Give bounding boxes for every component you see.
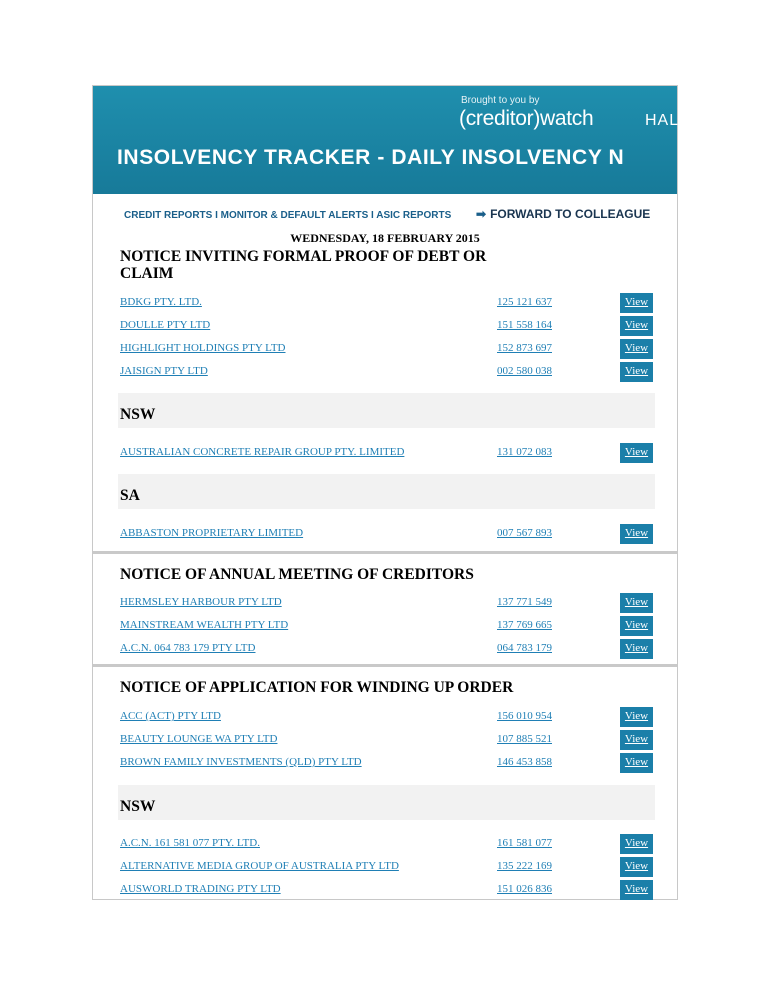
company-name-link[interactable]: BROWN FAMILY INVESTMENTS (QLD) PTY LTD (120, 756, 362, 768)
company-name-link[interactable]: A.C.N. 161 581 077 PTY. LTD. (120, 837, 260, 849)
section-heading: NOTICE OF ANNUAL MEETING OF CREDITORS (120, 566, 474, 583)
creditorwatch-logo[interactable]: (creditor)watch (459, 107, 594, 130)
acn-link[interactable]: 002 580 038 (497, 365, 552, 377)
acn-link[interactable]: 137 771 549 (497, 596, 552, 608)
acn-link[interactable]: 152 873 697 (497, 342, 552, 354)
view-button[interactable]: View (620, 707, 653, 727)
partner-logo: HALLCH (645, 112, 715, 129)
acn-link[interactable]: 151 026 836 (497, 883, 552, 895)
email-frame (92, 85, 715, 900)
notice-list (93, 86, 677, 899)
brought-by-text: Brought to you by (461, 95, 540, 106)
company-name-link[interactable]: ALTERNATIVE MEDIA GROUP OF AUSTRALIA PTY LTD (120, 860, 399, 872)
acn-link[interactable]: 156 010 954 (497, 710, 552, 722)
company-name-link[interactable]: ABBASTON PROPRIETARY LIMITED (120, 527, 304, 539)
acn-link[interactable]: 064 783 179 (497, 642, 552, 654)
view-button[interactable]: View (620, 639, 653, 659)
section-heading: SA (120, 487, 140, 504)
company-name-link[interactable]: BDKG PTY. LTD. (120, 296, 202, 308)
nav-links[interactable]: CREDIT REPORTS I MONITOR & DEFAULT ALERTS I ASIC REPORTS (124, 210, 452, 221)
view-button[interactable]: View (620, 880, 653, 900)
view-button[interactable]: View (620, 443, 653, 463)
section-heading-box (118, 785, 655, 820)
view-button[interactable]: View (620, 616, 653, 636)
view-button[interactable]: View (620, 293, 653, 313)
view-button[interactable]: View (620, 593, 653, 613)
acn-link[interactable]: 146 453 858 (497, 756, 552, 768)
acn-link[interactable]: 137 769 665 (497, 619, 552, 631)
issue-date: WEDNESDAY, 18 FEBRUARY 2015 (290, 231, 480, 245)
view-button[interactable]: View (620, 316, 653, 336)
section-heading-box (118, 474, 655, 509)
section-heading: NOTICE OF APPLICATION FOR WINDING UP ORDER (120, 679, 514, 696)
acn-link[interactable]: 107 885 521 (497, 733, 552, 745)
view-button[interactable]: View (620, 362, 653, 382)
company-name-link[interactable]: A.C.N. 064 783 179 PTY LTD (120, 642, 256, 654)
company-name-link[interactable]: HIGHLIGHT HOLDINGS PTY LTD (120, 342, 286, 354)
forward-label: FORWARD TO COLLEAGUE (490, 207, 651, 221)
acn-link[interactable]: 135 222 169 (497, 860, 552, 872)
acn-link[interactable]: 131 072 083 (497, 446, 552, 458)
view-button[interactable]: View (620, 339, 653, 359)
view-button[interactable]: View (620, 857, 653, 877)
section-heading: NSW (120, 406, 156, 423)
view-button[interactable]: View (620, 753, 653, 773)
acn-link[interactable]: 125 121 637 (497, 296, 552, 308)
section-heading: NOTICE INVITING FORMAL PROOF OF DEBT OR CLAIM (120, 248, 487, 282)
arrow-right-icon: ➡ (476, 207, 487, 221)
newsletter-title: INSOLVENCY TRACKER - DAILY INSOLVENCY N (117, 146, 625, 169)
company-name-link[interactable]: HERMSLEY HARBOUR PTY LTD (120, 596, 282, 608)
section-heading-box (118, 393, 655, 428)
company-name-link[interactable]: JAISIGN PTY LTD (120, 365, 208, 377)
acn-link[interactable]: 151 558 164 (497, 319, 552, 331)
company-name-link[interactable]: DOULLE PTY LTD (120, 319, 211, 331)
acn-link[interactable]: 007 567 893 (497, 527, 552, 539)
company-name-link[interactable]: MAINSTREAM WEALTH PTY LTD (120, 619, 289, 631)
company-name-link[interactable]: AUSWORLD TRADING PTY LTD (120, 883, 281, 895)
view-button[interactable]: View (620, 730, 653, 750)
company-name-link[interactable]: AUSTRALIAN CONCRETE REPAIR GROUP PTY. LIMITED (120, 446, 405, 458)
section-heading: NSW (120, 798, 156, 815)
company-name-link[interactable]: ACC (ACT) PTY LTD (120, 710, 221, 722)
view-button[interactable]: View (620, 834, 653, 854)
view-button[interactable]: View (620, 524, 653, 544)
company-name-link[interactable]: BEAUTY LOUNGE WA PTY LTD (120, 733, 278, 745)
acn-link[interactable]: 161 581 077 (497, 837, 552, 849)
